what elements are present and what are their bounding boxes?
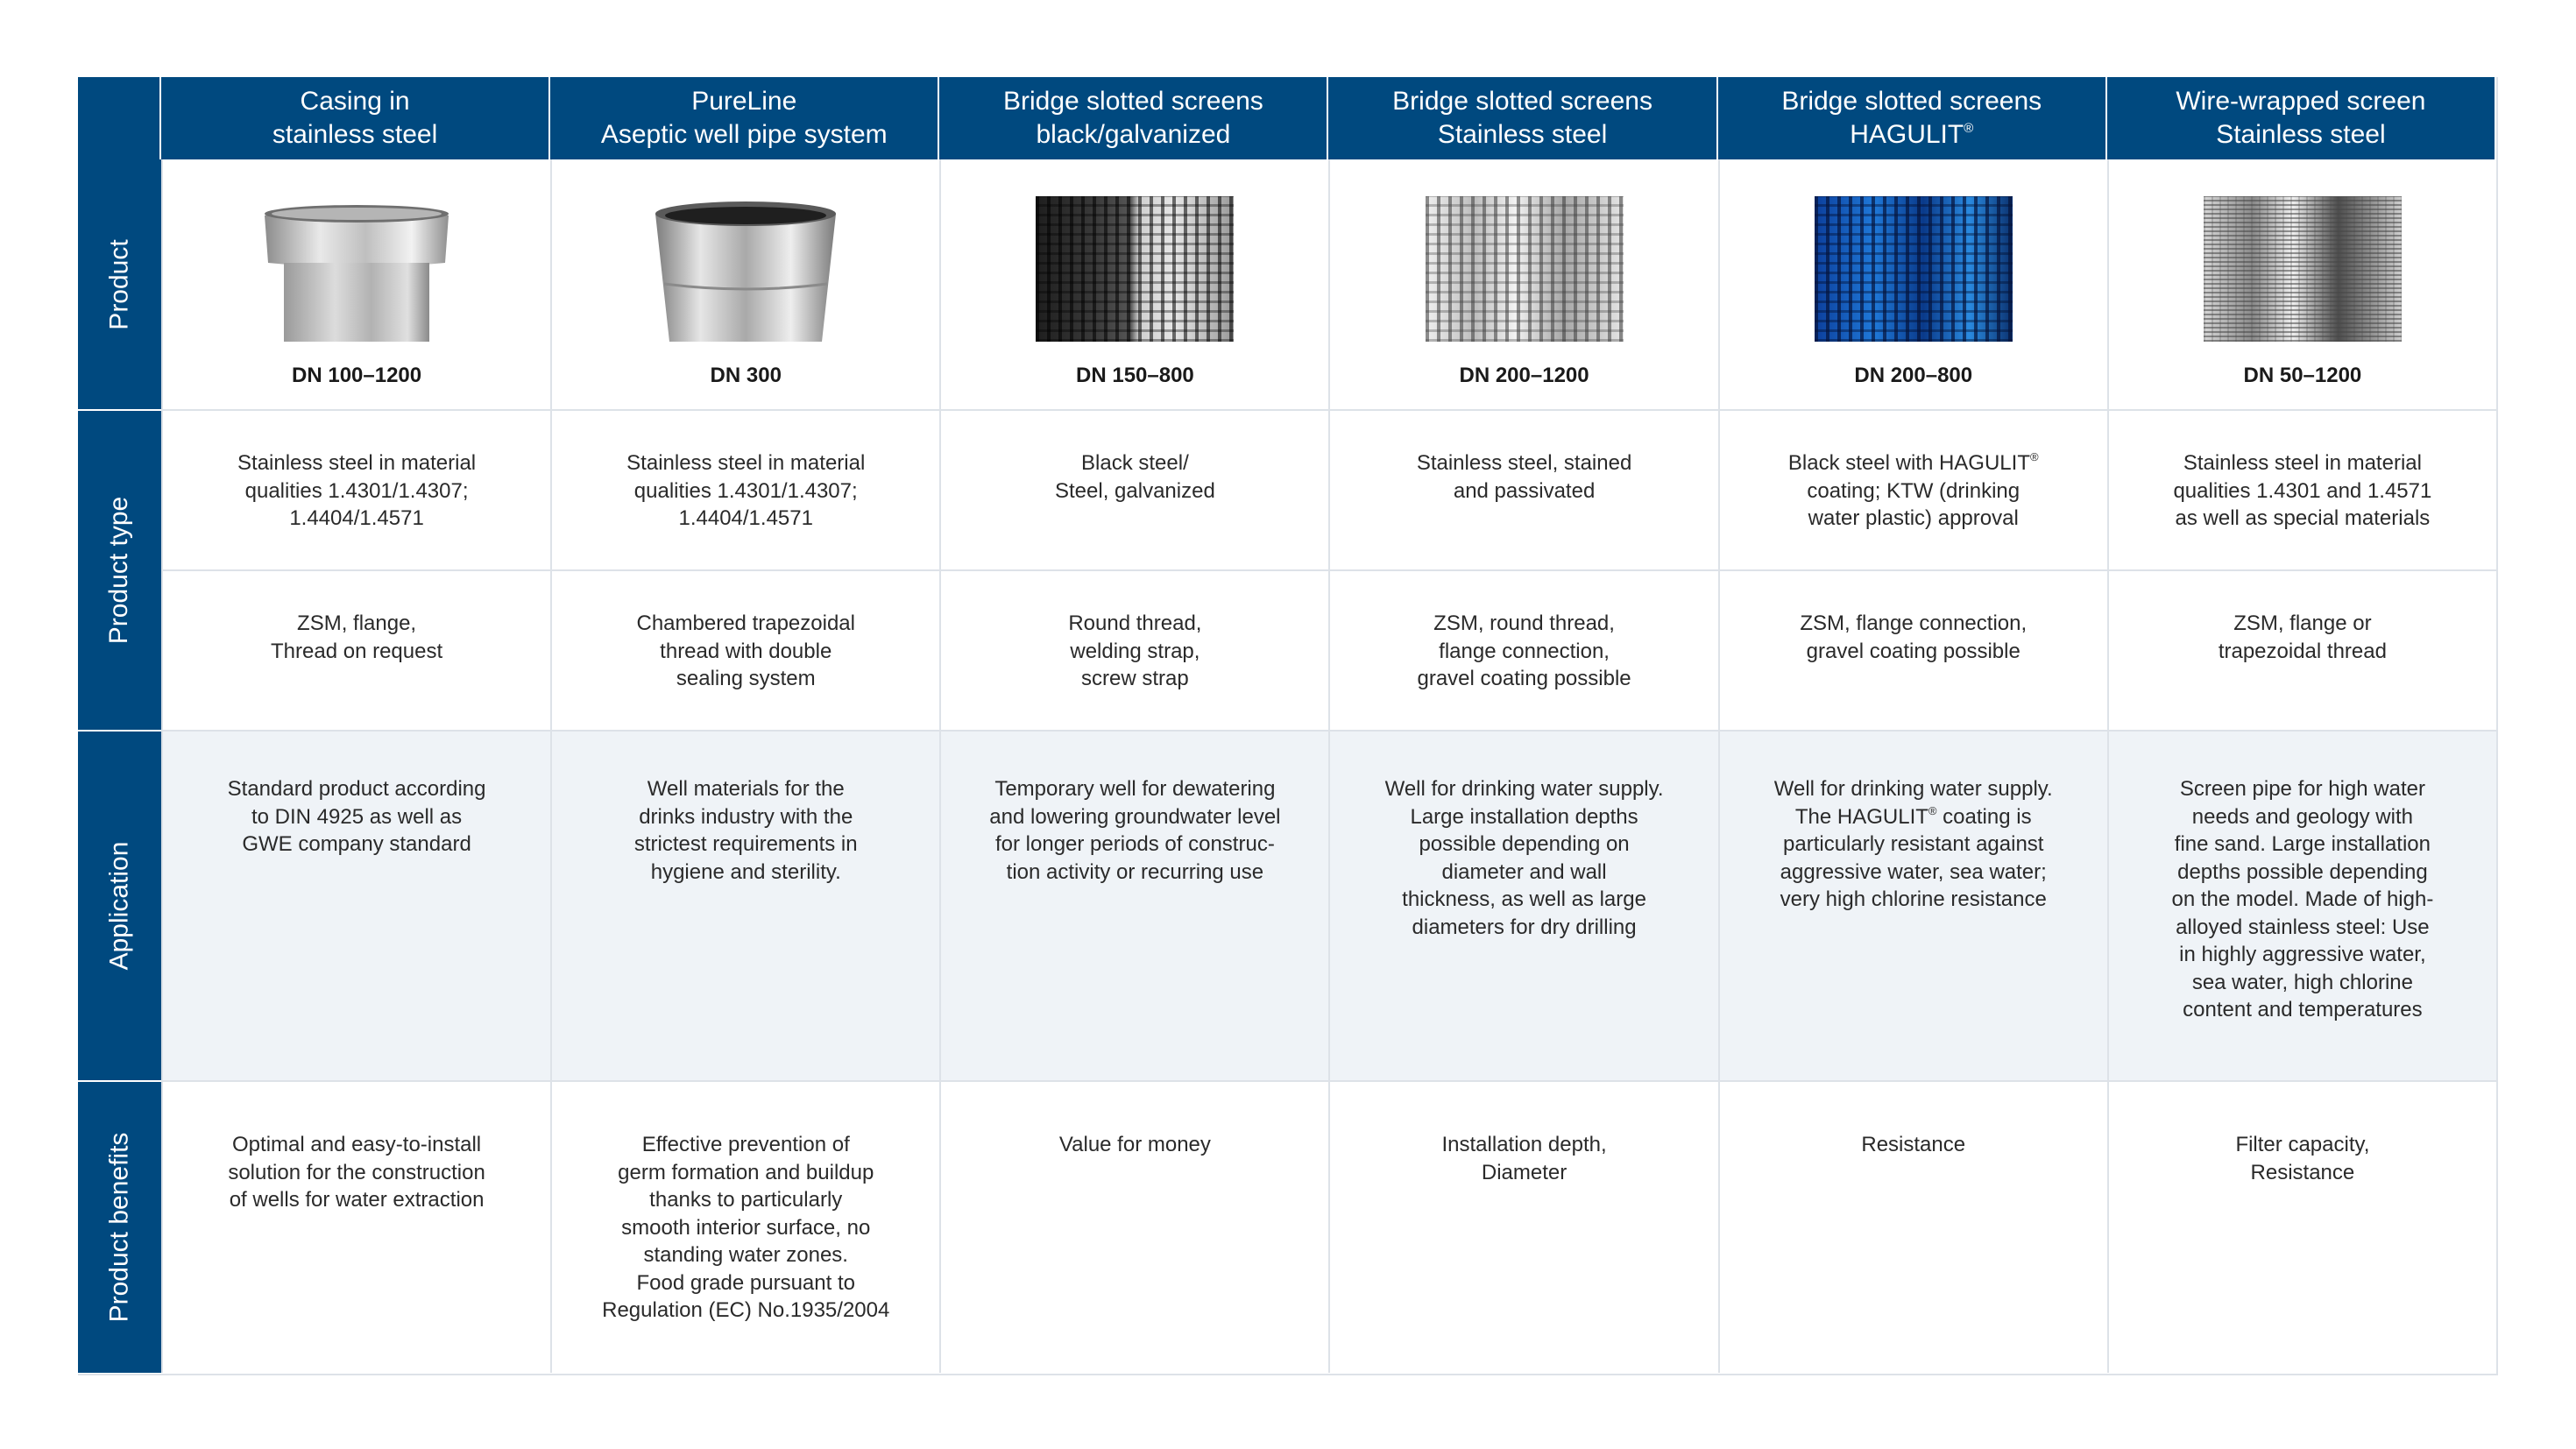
connection-cell <box>939 569 1328 730</box>
material-text: Stainless steel, stained and passivated <box>1416 451 1632 503</box>
bridge-slotted-screen-black-image <box>1036 196 1234 342</box>
column-title-line2: black/galvanized <box>1036 120 1231 149</box>
row-label-application <box>78 730 161 1080</box>
benefits-cell <box>1328 1080 1717 1373</box>
application-text: Temporary well for dewatering and lowering groundwater level for longer periods of construc- tion activity or recurring use <box>989 777 1281 884</box>
product-comparison-table <box>78 77 2498 1375</box>
product-cell-bridge-hagulit <box>1718 159 2107 409</box>
connection-text: ZSM, flange, Thread on request <box>271 611 443 663</box>
column-title-line2: Stainless steel <box>2216 120 2386 149</box>
dn-range: DN 100–1200 <box>292 364 422 387</box>
column-title-line2: stainless steel <box>272 120 438 149</box>
benefits-text: Filter capacity, Resistance <box>2235 1133 2370 1184</box>
benefits-cell <box>939 1080 1328 1373</box>
connection-text: Round thread, welding strap, screw strap <box>1068 611 1202 690</box>
application-text: Well materials for the drinks industry with the strictest requirements in hygiene and sterility. <box>633 777 858 884</box>
table-corner <box>78 77 161 159</box>
column-header-casing <box>161 77 550 159</box>
registered-mark: ® <box>1928 803 1937 817</box>
row-label-text: Product benefits <box>104 1132 134 1323</box>
product-cell-wire-wrapped <box>2107 159 2496 409</box>
application-cell <box>161 730 550 1080</box>
product-cell-casing <box>161 159 550 409</box>
benefits-text: Resistance <box>1861 1133 1966 1156</box>
material-cell <box>550 409 939 569</box>
application-text-a: Well for drinking water supply. The HAGULIT <box>1773 777 2053 829</box>
row-label-text: Product <box>104 238 134 330</box>
row-label-text: Product type <box>104 496 134 645</box>
connection-cell <box>1328 569 1717 730</box>
column-header-wire-wrapped <box>2107 77 2496 159</box>
product-cell-bridge-black <box>939 159 1328 409</box>
material-cell <box>939 409 1328 569</box>
bridge-slotted-screen-hagulit-image <box>1815 196 2013 342</box>
material-text <box>1788 449 2039 533</box>
connection-text: ZSM, flange or trapezoidal thread <box>2218 611 2387 663</box>
connection-cell <box>161 569 550 730</box>
benefits-text: Optimal and easy-to-install solution for the construction of wells for water extraction <box>228 1133 485 1212</box>
application-text: Standard product according to DIN 4925 as well as GWE company standard <box>227 777 486 856</box>
dn-range: DN 200–800 <box>1854 364 1973 387</box>
product-cell-bridge-steel <box>1328 159 1717 409</box>
column-title-line1: Bridge slotted screens <box>1781 87 2042 116</box>
application-text-b: coating is particularly resistant against aggressive water, sea water; very high chlorine resistance <box>1780 804 2047 911</box>
application-text: Screen pipe for high water needs and geology with fine sand. Large installation depths possible depending on the model. Made of high- alloyed stainless steel: Use in highly aggressive water, sea water, high chlorine content and temperatures <box>2171 777 2434 1021</box>
application-cell <box>550 730 939 1080</box>
row-label-product <box>78 159 161 409</box>
registered-mark: ® <box>2029 450 2039 463</box>
application-text <box>1774 775 2053 914</box>
dn-range: DN 150–800 <box>1076 364 1194 387</box>
column-title-line1: Bridge slotted screens <box>1002 87 1263 116</box>
benefits-text: Installation depth, Diameter <box>1441 1133 1607 1184</box>
application-cell <box>1718 730 2107 1080</box>
material-cell <box>161 409 550 569</box>
row-label-product-benefits <box>78 1080 161 1373</box>
column-title-line2 <box>1850 118 1973 152</box>
dn-range: DN 200–1200 <box>1459 364 1589 387</box>
product-cell-pureline <box>550 159 939 409</box>
material-text: Stainless steel in material qualities 1.4301 and 1.4571 as well as special materials <box>2173 451 2432 530</box>
column-title-line2: Stainless steel <box>1437 120 1608 149</box>
material-text: Stainless steel in material qualities 1.4301/1.4307; 1.4404/1.4571 <box>626 451 866 530</box>
application-cell <box>939 730 1328 1080</box>
connection-text: Chambered trapezoidal thread with double sealing system <box>636 611 855 690</box>
steel-casing-pipe-image <box>258 196 456 342</box>
dn-range: DN 300 <box>710 364 782 387</box>
row-label-text: Application <box>104 841 134 971</box>
connection-text: ZSM, flange connection, gravel coating possible <box>1800 611 2028 663</box>
row-label-product-type <box>78 409 161 730</box>
benefits-cell <box>1718 1080 2107 1373</box>
application-cell <box>2107 730 2496 1080</box>
column-title-line2: Aseptic well pipe system <box>600 120 888 149</box>
benefits-text: Effective prevention of germ formation and buildup thanks to particularly smooth interior surface, no standing water zones. Food grade pursuant to Regulation (EC) No.1935/2004 <box>602 1133 890 1322</box>
column-title-line1: Casing in <box>300 87 410 116</box>
bridge-slotted-screen-steel-image <box>1426 196 1624 342</box>
material-cell <box>1328 409 1717 569</box>
material-text: Black steel/ Steel, galvanized <box>1055 451 1215 503</box>
material-cell <box>2107 409 2496 569</box>
connection-text: ZSM, round thread, flange connection, gravel coating possible <box>1417 611 1631 690</box>
registered-mark: ® <box>1964 121 1974 136</box>
dn-range: DN 50–1200 <box>2243 364 2362 387</box>
connection-cell <box>1718 569 2107 730</box>
connection-cell <box>550 569 939 730</box>
material-text-a: Black steel with HAGULIT <box>1787 451 2030 475</box>
column-title-line1: PureLine <box>691 87 797 116</box>
column-header-bridge-steel <box>1328 77 1717 159</box>
connection-cell <box>2107 569 2496 730</box>
benefits-cell <box>161 1080 550 1373</box>
column-header-bridge-hagulit <box>1718 77 2107 159</box>
column-title-line1: Wire-wrapped screen <box>2176 87 2426 116</box>
column-title-line1: Bridge slotted screens <box>1392 87 1652 116</box>
benefits-cell <box>2107 1080 2496 1373</box>
benefits-cell <box>550 1080 939 1373</box>
application-text: Well for drinking water supply. Large installation depths possible depending on diameter and wall thickness, as well as large diameters for dry drilling <box>1384 777 1664 939</box>
column-title-text: HAGULIT <box>1850 120 1964 149</box>
column-header-pureline <box>550 77 939 159</box>
application-cell <box>1328 730 1717 1080</box>
benefits-text: Value for money <box>1058 1133 1211 1156</box>
aseptic-well-pipe-image <box>647 196 845 342</box>
material-cell <box>1718 409 2107 569</box>
wire-wrapped-screen-image <box>2204 196 2402 342</box>
material-text: Stainless steel in material qualities 1.4301/1.4307; 1.4404/1.4571 <box>237 451 477 530</box>
material-text-b: coating; KTW (drinking water plastic) approval <box>1807 478 2020 530</box>
column-header-bridge-black <box>939 77 1328 159</box>
